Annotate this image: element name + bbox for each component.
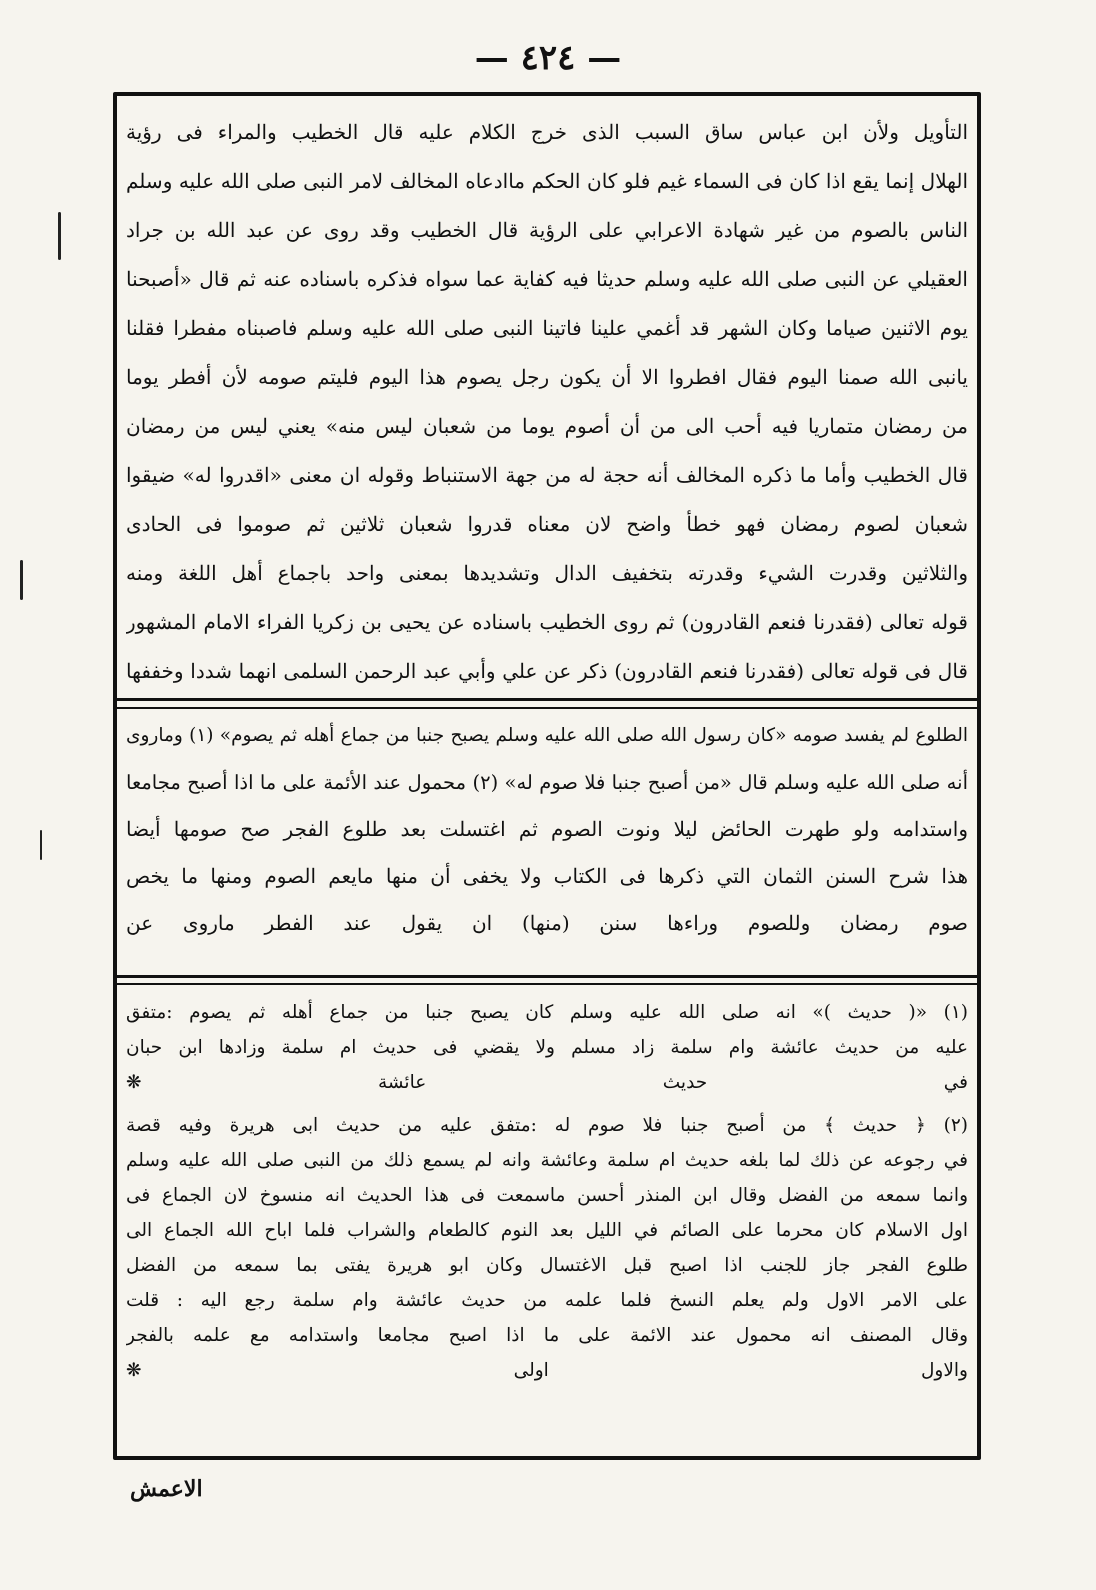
text-line: قال الخطيب وأما ما ذكره المخالف أنه حجة له من جهة الاستنباط وقوله ان معنى «اقدروا له» ضيقوا	[126, 463, 968, 487]
footnote-line: (٢) ﴿ حديث ﴾ من أصبح جنبا فلا صوم له :متفق عليه من حديث ابى هريرة وفيه قصة	[126, 1115, 968, 1136]
commentary-block	[126, 712, 968, 947]
text-line: الناس بالصوم من غير شهادة الاعرابي على الرؤية قال الخطيب وقد روى عن عبد الله بن جراد	[126, 218, 968, 242]
page-number: — ٤٢٤ —	[474, 38, 622, 78]
text-line: هذا شرح السنن الثمان التي ذكرها فى الكتاب ولا يخفى أن منها مايعم الصوم ومنها ما يخص	[126, 864, 968, 888]
footnote	[126, 995, 968, 1100]
footnote-line: اول الاسلام كان محرما على الصائم في الليل بعد النوم كالطعام والشراب فلما اباح الله الجماع الى	[126, 1220, 968, 1241]
text-line: الهلال إنما يقع اذا كان فى السماء غيم فلو كان الحكم ماادعاه المخالف لامر النبى صلى الله عليه وسلم	[126, 169, 968, 193]
footnote-line: في حديث عائشة ❋	[126, 1072, 968, 1093]
text-line: العقيلي عن النبى صلى الله عليه وسلم حديثا فيه كفاية عما سواه فذكره باسناده عنه ثم قال «أصبحنا	[126, 267, 968, 291]
footnote-line: وقال المصنف انه محمول عند الائمة على ما اذا اصبح مجامعا واستدامه مع علمه بالفجر	[126, 1325, 968, 1346]
footnote-line: على الامر الاول ولم يعلم النسخ فلما علمه من حديث عائشة وام سلمة رجع اليه : قلت	[126, 1290, 968, 1311]
text-line: صوم رمضان وللصوم وراءها سنن (منها) ان يقول عند الفطر ماروى عن	[126, 911, 968, 935]
footnote-line: (١) «( حديث )» انه صلى الله عليه وسلم كان يصبح جنبا من جماع أهله ثم يصوم :متفق	[126, 1002, 968, 1023]
footnote-line: والاول اولى ❋	[126, 1360, 968, 1381]
divider-rule-thin	[117, 707, 977, 709]
text-line: أنه صلى الله عليه وسلم قال «من أصبح جنبا فلا صوم له» (٢) محمول عند الأئمة على ما اذا أصبح مجامعا	[126, 771, 968, 794]
text-line: يانبى الله صمنا اليوم فقال افطروا الا أن يكون رجل يصوم هذا اليوم فليتم صومه لأن أفطر يوما	[126, 365, 968, 389]
text-line: قوله تعالى (فقدرنا فنعم القادرون) ثم روى الخطيب باسناده عن يحيى بن زكريا الفراء الامام المشهور	[126, 610, 968, 634]
divider-rule	[117, 698, 977, 701]
text-line: التأويل ولأن ابن عباس ساق السبب الذى خرج الكلام عليه قال الخطيب والمراء فى رؤية	[126, 120, 968, 144]
margin-mark	[20, 560, 23, 600]
footnotes-block	[126, 995, 968, 1396]
text-line: والثلاثين وقدرت الشيء وقدرته بتخفيف الدال وتشديدها بمعنى واحد باجماع أهل اللغة ومنه	[126, 561, 968, 585]
text-line: قال فى قوله تعالى (فقدرنا فنعم القادرون) ذكر عن علي وأبي عبد الرحمن السلمى انهما شددا وخففها	[126, 659, 968, 683]
footnote-line: وانما سمعه من الفضل وقال ابن المنذر أحسن ماسمعت فى هذا الحديث انه منسوخ لان الجماع فى	[126, 1185, 968, 1206]
footnote-divider-rule-thin	[117, 983, 977, 985]
text-line: الطلوع لم يفسد صومه «كان رسول الله صلى الله عليه وسلم يصبح جنبا من جماع أهله ثم يصوم» (١) وماروى	[126, 725, 968, 746]
footnote	[126, 1108, 968, 1388]
text-line: واستدامه ولو طهرت الحائض ليلا ونوت الصوم ثم اغتسلت بعد طلوع الفجر صح صومها أيضا	[126, 817, 968, 841]
footnote-divider-rule	[117, 975, 977, 978]
footnote-line: في رجوعه عن ذلك لما بلغه حديث ام سلمة وعائشة وانه لم يسمع ذلك من النبى صلى الله عليه وسلم	[126, 1150, 968, 1171]
text-line: شعبان لصوم رمضان فهو خطأ واضح لان معناه قدروا شعبان ثلاثين ثم صوموا فى الحادى	[126, 512, 968, 536]
footnote-line: عليه من حديث عائشة وام سلمة زاد مسلم ولا يقضي فى حديث ام سلمة وزادها ابن حبان	[126, 1037, 968, 1058]
text-line: يوم الاثنين صياما وكان الشهر قد أغمي علينا فاتينا النبى صلى الله عليه وسلم فاصبناه مفطرا فقلنا	[126, 316, 968, 340]
main-text-block	[126, 108, 968, 696]
catchword: الاعمش	[130, 1476, 203, 1502]
text-line: من رمضان متماريا فيه أحب الى من أن أصوم يوما من شعبان ليس منه» يعني ليس من رمضان	[126, 414, 968, 438]
margin-mark	[40, 830, 42, 860]
footnote-line: طلوع الفجر جاز للجنب اذا اصبح قبل الاغتسال وكان ابو هريرة يفتى بما سمعه من الفضل	[126, 1255, 968, 1276]
margin-mark	[58, 212, 61, 260]
